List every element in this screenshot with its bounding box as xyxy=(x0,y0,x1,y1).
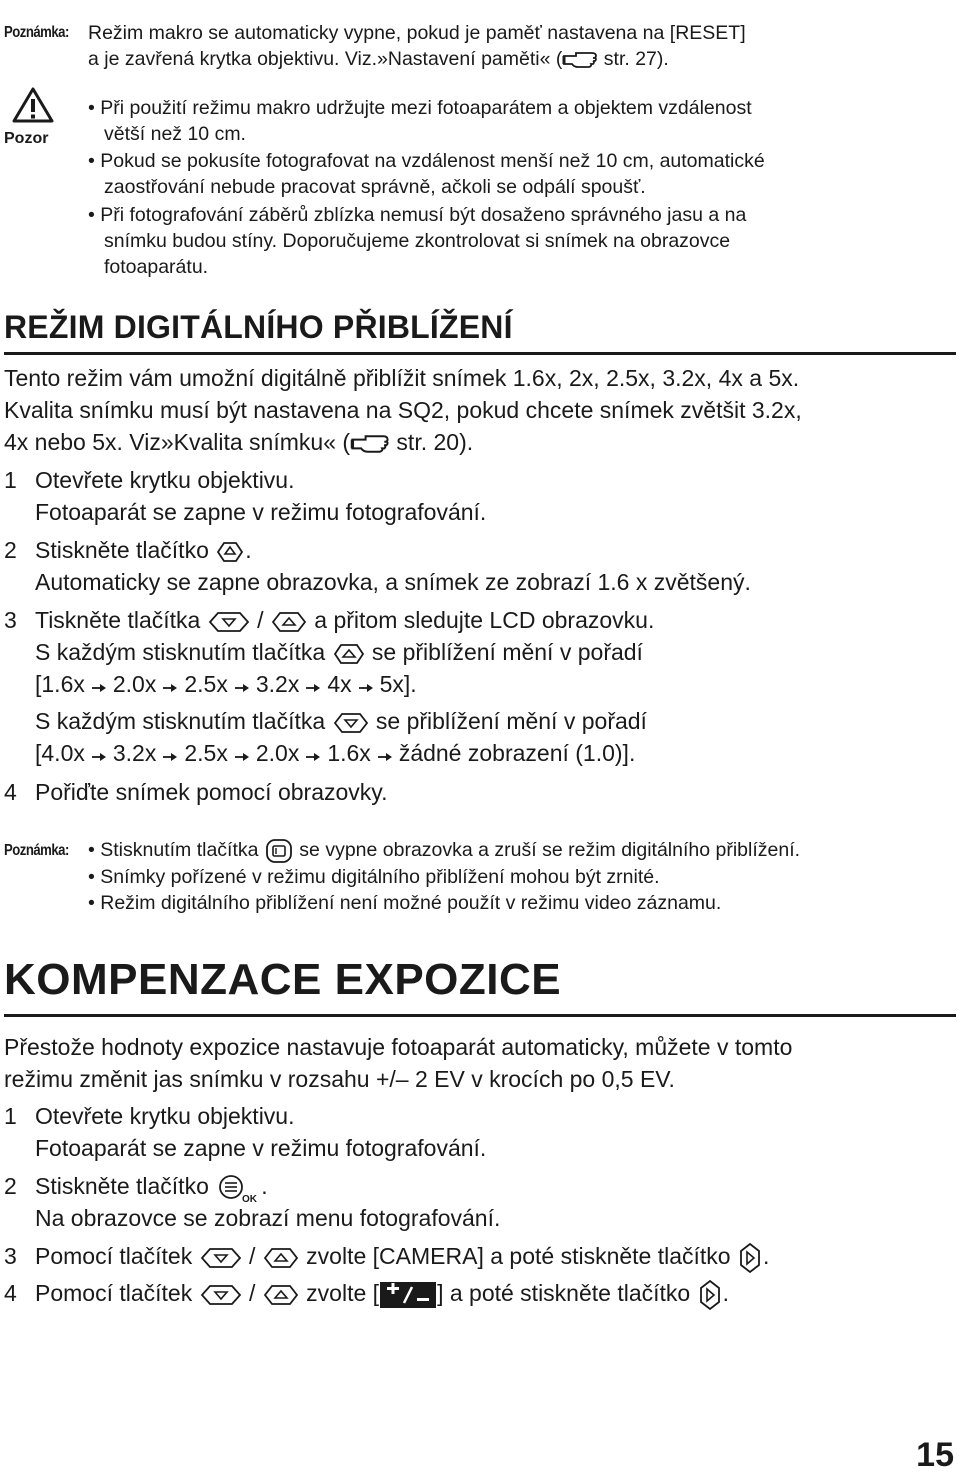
note1-line1: Režim makro se automaticky vypne, pokud je paměť nastavena na [RESET] xyxy=(88,22,746,44)
zoom-sequence-value: [1.6x xyxy=(35,671,85,697)
zoom-step-3-line2: S každým stisknutím tlačítka se přiblížení mění v pořadí xyxy=(35,639,643,665)
arrow-right-icon xyxy=(359,670,373,702)
zoom-sequence-value: 5x]. xyxy=(379,671,417,697)
warning-triangle-icon xyxy=(11,86,55,129)
digital-zoom-intro-1: Tento režim vám umožní digitálně přiblížit snímek 1.6x, 2x, 2.5x, 3.2x, 4x a 5x. xyxy=(4,365,800,391)
exposure-intro-1: Přestože hodnoty expozice nastavuje fotoaparát automaticky, můžete v tomto xyxy=(4,1034,793,1060)
up-button-icon xyxy=(262,1283,300,1307)
zoom-sequence-value: 2.0x xyxy=(112,671,157,697)
caution-bullet-1: • Při použití režimu makro udržujte mezi fotoaparátem a objektem vzdálenost xyxy=(88,97,752,119)
arrow-right-icon xyxy=(306,739,320,771)
zoom-sequence-value: 4x xyxy=(327,671,352,697)
zoom-sequence-value: žádné zobrazení (1.0)]. xyxy=(398,740,636,766)
caution-label: Pozor xyxy=(4,130,49,147)
right-button-icon xyxy=(697,1278,723,1312)
zoom-sequence-value: 3.2x xyxy=(112,740,157,766)
zoom-sequence-value: 3.2x xyxy=(255,671,300,697)
caution-bullet-3: • Při fotografování záběrů zblízka nemusí být dosaženo správného jasu a na xyxy=(88,204,747,226)
note-label: Poznámka: xyxy=(4,842,69,859)
zoom-out-button-icon xyxy=(207,610,251,634)
section-title-digital-zoom: REŽIM DIGITÁLNÍHO PŘIBLÍŽENÍ xyxy=(4,309,513,345)
exposure-step-2-detail: Na obrazovce se zobrazí menu fotografování. xyxy=(35,1205,501,1231)
zoom-out-button-icon xyxy=(332,711,370,735)
arrow-right-icon xyxy=(163,670,177,702)
arrow-right-icon xyxy=(378,739,392,771)
pointing-hand-icon xyxy=(562,50,598,70)
monitor-button-icon xyxy=(264,838,294,864)
arrow-right-icon xyxy=(92,670,106,702)
arrow-right-icon xyxy=(235,670,249,702)
pointing-hand-icon xyxy=(350,433,390,455)
zoom-sequence-in xyxy=(35,669,417,702)
zoom-sequence-value: 2.0x xyxy=(255,740,300,766)
exposure-compensation-icon xyxy=(379,1281,437,1309)
arrow-right-icon xyxy=(235,739,249,771)
arrow-right-icon xyxy=(92,739,106,771)
zoom-step-1-detail: Fotoaparát se zapne v režimu fotografování. xyxy=(35,499,487,525)
zoom-in-button-icon xyxy=(215,540,245,564)
zoom-sequence-value: 2.5x xyxy=(184,740,228,766)
down-button-icon xyxy=(199,1246,243,1270)
note2-bullet-2: • Snímky pořízené v režimu digitálního přiblížení mohou být zrnité. xyxy=(88,866,660,888)
caution-bullet-2: • Pokud se pokusíte fotografovat na vzdálenost menší než 10 cm, automatické xyxy=(88,150,765,172)
svg-text:OK: OK xyxy=(242,1193,258,1203)
exposure-intro-2: režimu změnit jas snímku v rozsahu +/– 2 EV v krocích po 0,5 EV. xyxy=(4,1066,675,1092)
zoom-step-2-detail: Automaticky se zapne obrazovka, a snímek ze zobrazí 1.6 x zvětšený. xyxy=(35,569,751,595)
note-label: Poznámka: xyxy=(4,24,69,41)
up-button-icon xyxy=(262,1246,300,1270)
caution-bullet-3-cont: snímku budou stíny. Doporučujeme zkontrolovat si snímek na obrazovce xyxy=(104,230,731,252)
zoom-in-button-icon xyxy=(270,610,308,634)
zoom-in-button-icon xyxy=(332,642,366,666)
exposure-step-1-detail: Fotoaparát se zapne v režimu fotografování. xyxy=(35,1135,487,1161)
menu-ok-button-icon xyxy=(215,1173,261,1203)
zoom-sequence-value: 2.5x xyxy=(184,671,228,697)
page-number: 15 xyxy=(916,1436,954,1474)
section-title-exposure: KOMPENZACE EXPOZICE xyxy=(4,955,562,1004)
arrow-right-icon xyxy=(306,670,320,702)
note2-bullet-3: • Režim digitálního přiblížení není možné použít v režimu video záznamu. xyxy=(88,892,722,914)
down-button-icon xyxy=(199,1283,243,1307)
right-button-icon xyxy=(737,1241,763,1275)
caution-bullet-1-cont: větší než 10 cm. xyxy=(104,123,246,145)
caution-bullet-3-cont2: fotoaparátu. xyxy=(104,256,209,278)
zoom-sequence-out xyxy=(35,738,635,771)
digital-zoom-intro-3: 4x nebo 5x. Viz»Kvalita snímku« ( str. 20). xyxy=(4,429,474,455)
digital-zoom-intro-2: Kvalita snímku musí být nastavena na SQ2, pokud chcete snímek zvětšit 3.2x, xyxy=(4,397,802,423)
caution-bullet-2-cont: zaostřování nebude pracovat správně, ačkoli se odpálí spoušť. xyxy=(104,176,646,198)
arrow-right-icon xyxy=(163,739,177,771)
note1-line2: a je zavřená krytka objektivu. Viz.»Nastavení paměti« ( str. 27). xyxy=(88,48,669,70)
zoom-step-3-line4: S každým stisknutím tlačítka se přiblížení mění v pořadí xyxy=(35,708,647,734)
zoom-sequence-value: 1.6x xyxy=(327,740,371,766)
section-rule xyxy=(4,352,956,355)
note2-bullet-1: • Stisknutím tlačítka se vypne obrazovka a zruší se režim digitálního přiblížení. xyxy=(88,837,800,864)
zoom-sequence-value: [4.0x xyxy=(35,740,85,766)
section-rule xyxy=(4,1014,956,1017)
